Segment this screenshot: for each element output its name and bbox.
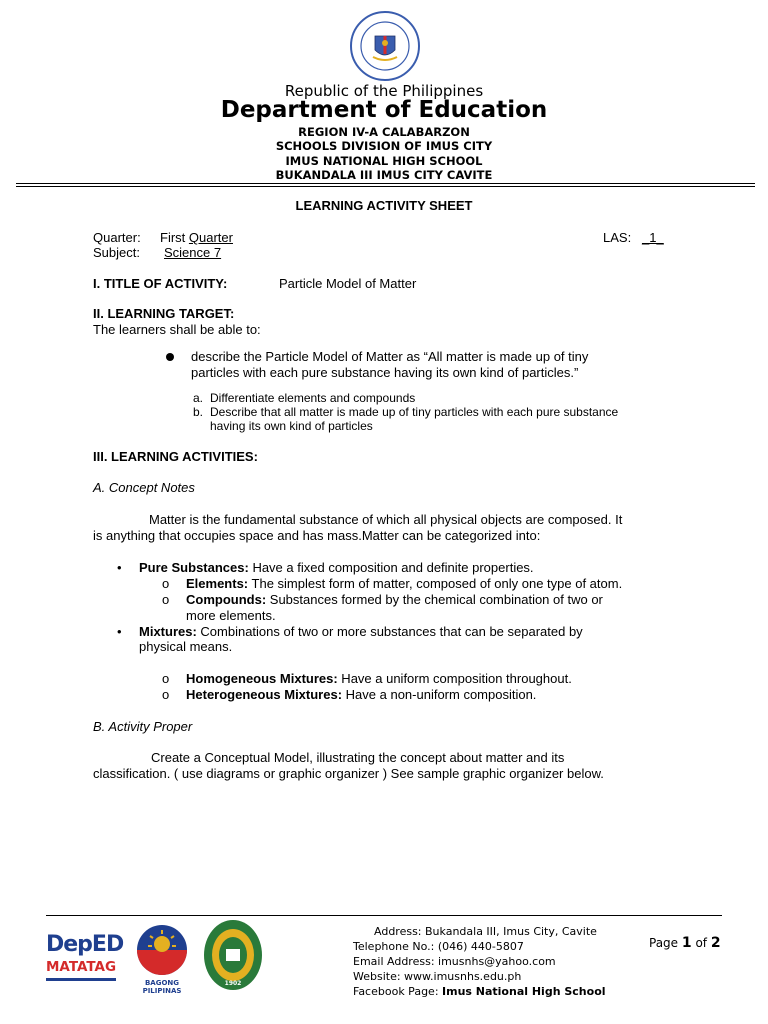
compounds-item — [186, 592, 603, 607]
page-of: of — [691, 936, 711, 950]
heterogeneous-item — [186, 687, 536, 702]
sub-b-marker: b. — [193, 405, 204, 419]
bullet-icon — [166, 353, 174, 361]
activity-paragraph-line-1: Create a Conceptual Model, illustrating the concept about matter and its — [151, 750, 565, 765]
learning-target-intro: The learners shall be able to: — [93, 322, 261, 337]
learning-target-label: II. LEARNING TARGET: — [93, 306, 235, 321]
deped-logo-underline — [46, 978, 116, 981]
deped-seal-logo — [349, 10, 421, 82]
footer-facebook-label: Facebook Page: — [353, 985, 443, 998]
homogeneous-label: Homogeneous Mixtures: — [186, 671, 338, 686]
concept-notes-label: A. Concept Notes — [93, 480, 195, 495]
subject-value: Science 7 — [164, 245, 222, 260]
elements-text: The simplest form of matter, composed of only one type of atom. — [248, 576, 623, 591]
sub-a-marker: a. — [193, 391, 204, 405]
deped-logo-text: DepED — [46, 932, 124, 957]
mixtures-item — [139, 624, 583, 639]
footer-facebook — [353, 984, 606, 999]
footer-address: Address: Bukandala III, Imus City, Cavite — [374, 925, 597, 938]
quarter-value — [160, 230, 233, 245]
compounds-label: Compounds: — [186, 592, 267, 607]
circle-bullet-icon: o — [162, 592, 170, 607]
region-line: REGION IV-A CALABARZON — [298, 125, 470, 139]
sub-b-text-1: Describe that all matter is made up of tiny particles with each pure substance — [210, 405, 619, 419]
sheet-title: LEARNING ACTIVITY SHEET — [295, 198, 473, 213]
page-number — [649, 935, 721, 951]
circle-bullet-icon: o — [162, 576, 170, 591]
learning-target-bullet-line-1: describe the Particle Model of Matter as “All matter is made up of tiny — [191, 349, 589, 364]
activity-paragraph-line-2: classification. ( use diagrams or graphic organizer ) See sample graphic organizer below. — [93, 766, 604, 781]
school-line: IMUS NATIONAL HIGH SCHOOL — [285, 153, 483, 168]
header-lines — [0, 125, 768, 182]
bagong-pilipinas-text: BAGONG PILIPINAS — [142, 979, 182, 995]
footer-website: Website: www.imusnhs.edu.ph — [353, 970, 522, 983]
footer-email: Email Address: imusnhs@yahoo.com — [353, 955, 556, 968]
footer-facebook-value: Imus National High School — [442, 985, 606, 998]
department-title: Department of Education — [220, 97, 548, 123]
footer-divider — [46, 915, 722, 916]
header-divider-thin — [16, 186, 755, 187]
mixtures-text: Combinations of two or more substances that can be separated by — [196, 624, 583, 639]
pure-substances-item — [139, 560, 534, 575]
school-seal-year: 1902 — [224, 980, 242, 987]
quarter-value-quarter: Quarter — [188, 230, 233, 245]
quarter-value-first: First — [160, 230, 186, 245]
page-total: 2 — [710, 935, 721, 951]
elements-label: Elements: — [186, 576, 249, 591]
heterogeneous-text: Have a non-uniform composition. — [342, 687, 537, 702]
las-label: LAS: — [603, 230, 632, 245]
header-divider — [16, 183, 755, 184]
school-address-line: BUKANDALA III IMUS CITY CAVITE — [275, 167, 493, 182]
compounds-text-2: more elements. — [186, 608, 276, 623]
learning-target-bullet-line-2: particles with each pure substance having its own kind of particles.” — [191, 365, 579, 380]
circle-bullet-icon: o — [162, 687, 170, 702]
learning-activities-label: III. LEARNING ACTIVITIES: — [93, 449, 258, 464]
page-current: 1 — [681, 935, 692, 951]
subject-label: Subject: — [93, 245, 140, 260]
homogeneous-item — [186, 671, 572, 686]
republic-line: Republic of the Philippines — [284, 82, 484, 100]
pure-substances-label: Pure Substances: — [139, 560, 249, 575]
division-line: SCHOOLS DIVISION OF IMUS CITY — [275, 139, 493, 154]
circle-bullet-icon: o — [162, 671, 170, 686]
bullet-icon: • — [117, 560, 122, 575]
footer-telephone: Telephone No.: (046) 440-5807 — [353, 940, 524, 953]
mixtures-text-2: physical means. — [139, 639, 233, 654]
deped-matatag-logo — [46, 932, 124, 991]
concept-paragraph-line-1: Matter is the fundamental substance of which all physical objects are composed. It — [149, 512, 623, 527]
page-label: Page — [649, 936, 682, 950]
quarter-label: Quarter: — [93, 230, 141, 245]
learning-target-bullet — [191, 349, 588, 381]
title-of-activity-value: Particle Model of Matter — [279, 276, 417, 291]
pure-substances-text: Have a fixed composition and definite properties. — [248, 560, 534, 575]
heterogeneous-label: Heterogeneous Mixtures: — [186, 687, 343, 702]
las-value: _1_ — [642, 230, 664, 245]
compounds-text: Substances formed by the chemical combination of two or — [266, 592, 603, 607]
bullet-icon: • — [117, 624, 122, 639]
elements-item — [186, 576, 622, 591]
homogeneous-text: Have a uniform composition throughout. — [337, 671, 572, 686]
activity-proper-label: B. Activity Proper — [93, 719, 193, 734]
matatag-logo-text: MATATAG — [46, 959, 117, 975]
concept-paragraph-line-2: is anything that occupies space and has mass.Matter can be categorized into: — [93, 528, 541, 543]
mixtures-label: Mixtures: — [139, 624, 197, 639]
title-of-activity-label: I. TITLE OF ACTIVITY: — [93, 276, 228, 291]
sub-b-text-2: having its own kind of particles — [210, 419, 373, 433]
sub-a-text: Differentiate elements and compounds — [210, 391, 416, 405]
